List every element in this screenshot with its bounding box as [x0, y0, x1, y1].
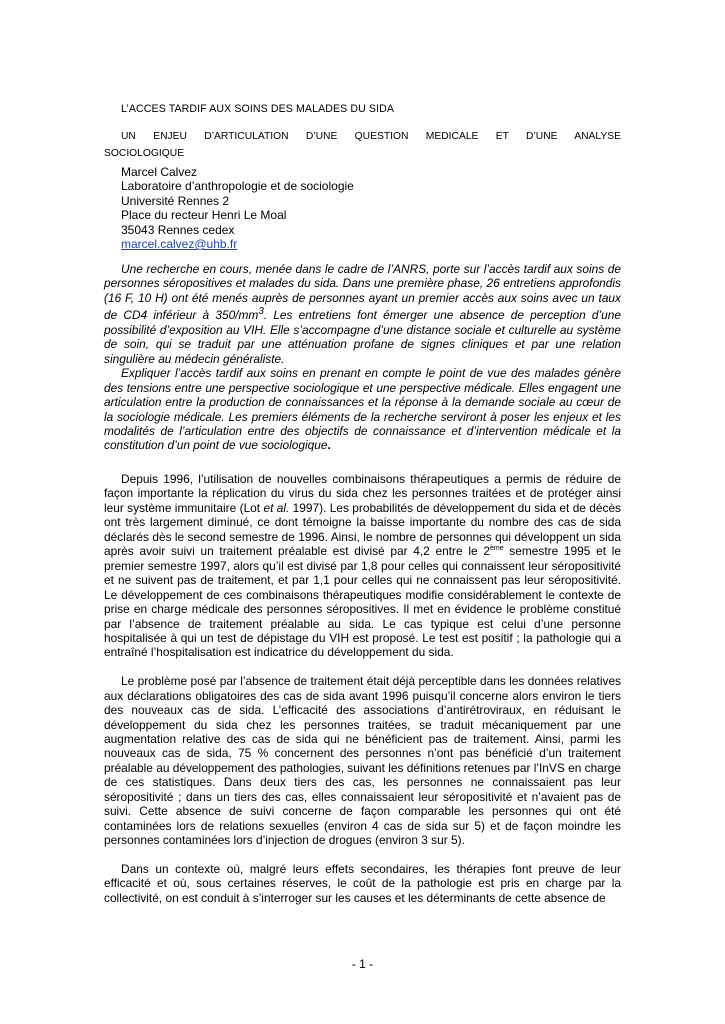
body-p1-text-c: semestre 1995 et le premier semestre 1997, alors qu’il est divisé par 1,8 pour celles qui connaissent leur séropositivité et ne suivent pas de traitement, et par 1,1 pour celles qui ne connaissent pas leur séropositivité. Le développement de ces combinaisons thérapeutiques modifie considérablement le contexte de prise en charge médicale des personnes séropositives. Il met en évidence le problème constitué par l’absence de traitement préalable au sida. Le cas typique est celui d’une personne hospitalisée à qui un test de dépistage du VIH est proposé. Le test est positif ; la pathologie qui a entraîné l’hospitalisation est indicatrice du développement du sida.	[104, 544, 621, 660]
author-lab: Laboratoire d’anthropologie et de sociologie	[121, 179, 354, 194]
body-paragraph-3: Dans un contexte où, malgré leurs effets secondaires, les thérapies font preuve de leur efficacité et où, sous certaines réserves, le coût de la pathologie est pris en charge par la collectivité, on est conduit à s’interroger sur les causes et les déterminants de cette absence de	[104, 861, 621, 905]
author-address-block	[121, 165, 354, 251]
abstract-paragraph-1	[104, 262, 621, 366]
author-university: Université Rennes 2	[121, 193, 230, 208]
abstract-paragraph-2	[104, 366, 621, 453]
abstract-p1-text-a: Une recherche en cours, menée dans le cadre de l’ANRS, porte sur l’accès tardif aux soins de personnes séropositives et malades du sida. Dans une première phase, 26 entretiens approfondis (16 F, 10 H) ont été menés auprès de personnes ayant un premier accès aux soins avec un taux de CD4 inférieur à 350/mm	[104, 262, 621, 323]
subtitle-line-2: SOCIOLOGIQUE	[104, 148, 185, 159]
body-p1-etal: et al.	[263, 500, 290, 515]
body-paragraph-1	[104, 472, 621, 660]
abstract	[104, 262, 621, 453]
body-paragraph-2: Le problème posé par l’absence de traitement était déjà perceptible dans les données relatives aux déclarations obligatoires des cas de sida avant 1996 puisqu’il concerne alors environ le tiers des nouveaux cas de sida. L’efficacité des associations d’antirétroviraux, en réduisant le développement du sida chez les personnes traitées, se traduit mécaniquement par une augmentation relative des cas de sida qui ne bénéficient pas de traitement. Ainsi, parmi les nouveaux cas de sida, 75 % concernent des personnes n’ont pas bénéficié d’un traitement préalable au développement des pathologies, suivant les définitions retenues par l’InVS en charge de ces statistiques. Dans deux tiers des cas, les personnes ne connaissaient pas leur séropositivité ; dans un tiers des cas, elles connaissaient leur séropositivité et n’avaient pas de suivi. Cette absence de suivi concerne de façon comparable les personnes qui ont été contaminées lors de relations sexuelles (environ 4 cas de sida sur 5) et de façon moindre les personnes contaminées lors d’injection de drogues (environ 3 sur 5).	[104, 674, 621, 848]
body-p1-text-b: 1997). Les probabilités de développement du sida et de décès ont très largement diminué, ce dont témoigne la baisse importante du nombre des cas de sida déclarés dès le second semestre de 1996. Ainsi, le nombre de personnes qui développent un sida après avoir suivi un traitement préalable est divisé par 4,2 entre le 2	[104, 500, 622, 559]
document-title: L’ACCES TARDIF AUX SOINS DES MALADES DU SIDA	[121, 103, 395, 115]
author-street: Place du recteur Henri Le Moal	[121, 208, 287, 223]
author-name: Marcel Calvez	[121, 165, 198, 179]
author-city: 35043 Rennes cedex	[121, 222, 235, 237]
document-subtitle	[104, 128, 621, 162]
author-email-link[interactable]: marcel.calvez@uhb.fr	[121, 237, 238, 252]
subtitle-line-1: UN ENJEU D’ARTICULATION D’UNE QUESTION MEDICALE ET D’UNE ANALYSE	[121, 131, 621, 142]
abstract-p2-text: Expliquer l’accès tardif aux soins en prenant en compte le point de vue des malades génère des tensions entre une perspective sociologique et une perspective médicale. Elles engagent une articulation entre la production de connaissances et la réponse à la demande sociale au cœur de la sociologie médicale. Les premiers éléments de la recherche serviront à poser les enjeux et les modalités de l’articulation entre des objectifs de connaissance et d’intervention médicale et la constitution d’un point de vue sociologique	[104, 366, 621, 453]
body-text	[104, 472, 621, 920]
body-p1-text-a: Depuis 1996, l’utilisation de nouvelles combinaisons thérapeutiques a permis de réduire de façon importante la réplication du virus du sida chez les personnes traitées et de protéger ainsi leur système immunitaire (Lot	[104, 472, 621, 515]
page-number: - 1 -	[351, 957, 374, 971]
abstract-p2-end: .	[327, 438, 331, 453]
abstract-p1-superscript: 3	[258, 306, 264, 318]
abstract-p1-text-b: . Les entretiens font émerger une absence de perception d’une possibilité d’exposition au VIH. Elle s’accompagne d’une distance sociale et culturelle au système de soin, qui se traduit par une atténuation profane de signes cliniques et par une relation singulière au médecin généraliste.	[104, 308, 621, 366]
body-p1-superscript: ème	[489, 545, 504, 553]
